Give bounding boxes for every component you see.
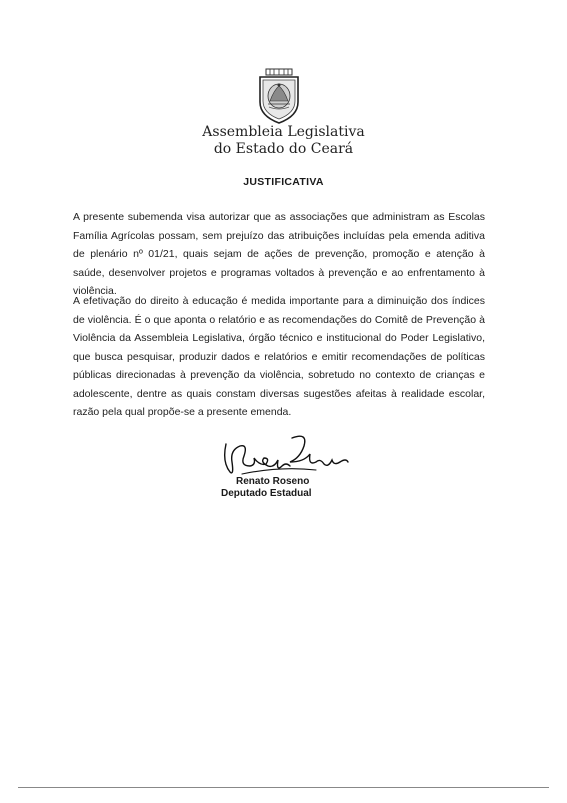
body-paragraph-2: A efetivação do direito à educação é medida importante para a diminuição dos índices de violência. É o que aponta o relatório e as recomendações do Comitê de Prevenção à Violência da Assembleia Legislativa, órgão técnico e institucional do Poder Legislativo, que busca pesquisar, produzir dados e relatórios e emitir recomendações de políticas públicas direcionadas à prevenção da violência, sobretudo no contexto de crianças e adolescente, dentre as quais constam diversas sugestões afeitas à realidade escolar, razão pela qual propõe-se a presente emenda. (73, 295, 485, 418)
footer-divider (18, 787, 549, 788)
body-paragraph-1: A presente subemenda visa autorizar que as associações que administram as Escolas Família Agrícolas possam, sem prejuízo das atribuições incluídas pela emenda aditiva de plenário nº 01/21, quais sejam de ações de prevenção, promoção e atenção à saúde, desenvolver projetos e programas voltados à prevenção e ao enfrentamento à violência. (73, 211, 485, 297)
signer-name: Renato Roseno (236, 476, 310, 487)
signer-role: Deputado Estadual (221, 488, 312, 499)
state-coat-of-arms-icon (254, 68, 304, 124)
document-title: JUSTIFICATIVA (243, 176, 324, 188)
org-name-line1: Assembleia Legislativa (202, 124, 365, 140)
org-name-line2: do Estado do Ceará (213, 141, 354, 157)
handwritten-signature (220, 432, 352, 482)
